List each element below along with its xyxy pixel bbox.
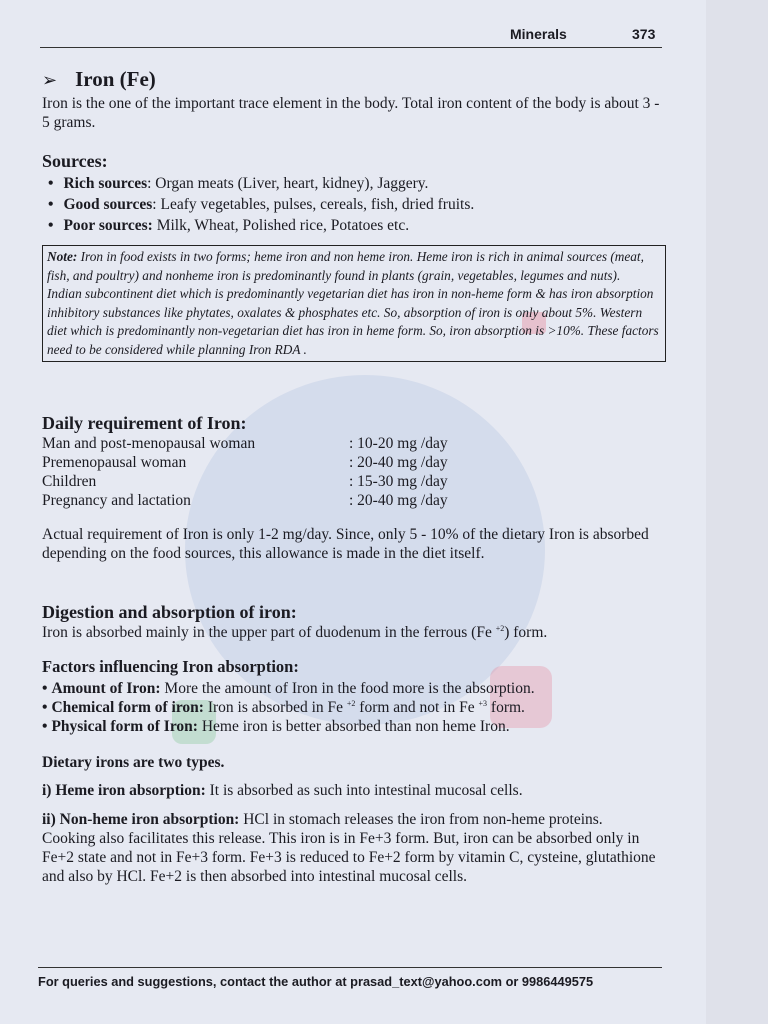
source-label: Good sources <box>63 196 153 213</box>
heme-label: i) Heme iron absorption: <box>42 782 206 799</box>
running-header <box>0 26 706 48</box>
nonheme-text: HCl in stomach releases the iron from non-heme proteins. <box>239 811 603 828</box>
heme-paragraph <box>42 781 666 800</box>
superscript: +2 <box>346 698 356 708</box>
table-row <box>42 453 666 472</box>
factors-heading: Factors influencing Iron absorption: <box>42 657 299 676</box>
digestion-text: Iron is absorbed mainly in the upper part of duodenum in the ferrous (Fe <box>42 624 496 641</box>
group-label: Premenopausal woman <box>42 454 187 471</box>
group-value: : 20-40 mg /day <box>349 492 448 509</box>
actual-requirement-paragraph: Actual requirement of Iron is only 1-2 mg/day. Since, only 5 - 10% of the dietary Iron is absorbed depending on the food sources, this allowance is made in the diet itself. <box>42 526 649 562</box>
group-value: : 20-40 mg /day <box>349 454 448 471</box>
table-row <box>42 434 666 453</box>
factor-label: Amount of Iron: <box>51 680 161 697</box>
list-item <box>48 195 666 214</box>
sources-list <box>48 174 666 235</box>
factor-text: form and not in Fe <box>355 699 479 716</box>
page-content <box>42 67 666 886</box>
heme-text: It is absorbed as such into intestinal mucosal cells. <box>205 782 523 799</box>
note-box <box>42 245 666 362</box>
factor-text: Iron is absorbed in Fe <box>203 699 347 716</box>
digestion-heading: Digestion and absorption of iron: <box>42 602 297 622</box>
header-rule <box>40 47 662 48</box>
arrow-bullet-icon: ➢ <box>42 70 58 91</box>
digestion-paragraph <box>42 623 666 642</box>
footer-contact: For queries and suggestions, contact the author at prasad_text@yahoo.com or 9986449575 <box>38 974 594 989</box>
list-item <box>42 679 666 698</box>
dietary-heading: Dietary irons are two types. <box>42 754 225 771</box>
digestion-text-end: ) form. <box>504 624 548 641</box>
source-text: : Organ meats (Liver, heart, kidney), Jaggery. <box>147 175 429 192</box>
superscript: +3 <box>478 698 488 708</box>
table-row <box>42 472 666 491</box>
footer-rule <box>38 967 662 968</box>
factor-text: form. <box>487 699 525 716</box>
group-value: : 10-20 mg /day <box>349 435 448 452</box>
source-text: : Leafy vegetables, pulses, cereals, fish, dried fruits. <box>152 196 475 213</box>
list-item <box>42 717 666 736</box>
page-title <box>42 67 666 91</box>
factor-label: Chemical form of iron: <box>51 699 204 716</box>
group-label: Children <box>42 473 97 490</box>
source-label: Rich sources <box>63 175 148 192</box>
source-text: Milk, Wheat, Polished rice, Potatoes etc. <box>152 217 410 234</box>
nonheme-label: ii) Non-heme iron absorption: <box>42 811 240 828</box>
source-label: Poor sources: <box>63 217 153 234</box>
superscript: +2 <box>495 623 505 633</box>
factors-list <box>42 679 666 736</box>
group-label: Man and post-menopausal woman <box>42 435 256 452</box>
intro-paragraph: Iron is the one of the important trace element in the body. Total iron content of the body is about 3 - 5 grams. <box>42 95 660 131</box>
sources-heading: Sources: <box>42 151 108 171</box>
list-item <box>42 698 666 717</box>
list-item <box>48 216 666 235</box>
page-number: 373 <box>632 26 656 42</box>
nonheme-text-cont: Cooking also facilitates this release. This iron is in Fe+3 form. But, iron can be absorbed only in Fe+2 state and not in Fe+3 form. Fe+3 is reduced to Fe+2 form by vitamin C, cysteine, glutathione and also by HCl. Fe+2 is then absorbed into intestinal mucosal cells. <box>42 830 656 885</box>
list-item <box>48 174 666 193</box>
title-text: Iron (Fe) <box>75 67 156 91</box>
page-edge <box>706 0 768 1024</box>
daily-heading: Daily requirement of Iron: <box>42 413 247 433</box>
factor-text: Heme iron is better absorbed than non heme Iron. <box>197 718 510 735</box>
section-title: Minerals <box>510 26 567 42</box>
factor-label: Physical form of Iron: <box>51 718 198 735</box>
requirement-table <box>42 434 666 510</box>
group-value: : 15-30 mg /day <box>349 473 448 490</box>
note-label: Note: <box>47 249 78 264</box>
group-label: Pregnancy and lactation <box>42 492 191 509</box>
table-row <box>42 491 666 510</box>
factor-text: More the amount of Iron in the food more is the absorption. <box>160 680 535 697</box>
note-text-2: Indian subcontinent diet which is predominantly vegetarian diet has iron in non-heme form & has iron absorption inhibitory substances like phytates, oxalates & phosphates etc. So, absorption of iron is only about 5%. Western diet which is predominantly non-vegetarian diet has iron in heme form. So, iron absorption is >10%. These factors need to be considered while planning Iron RDA . <box>47 286 659 357</box>
nonheme-paragraph <box>42 810 666 886</box>
note-text: Iron in food exists in two forms; heme iron and non heme iron. Heme iron is rich in animal sources (meat, fish, and poultry) and nonheme iron is predominantly found in plants (grain, vegetables, legumes and nuts). <box>47 249 644 283</box>
